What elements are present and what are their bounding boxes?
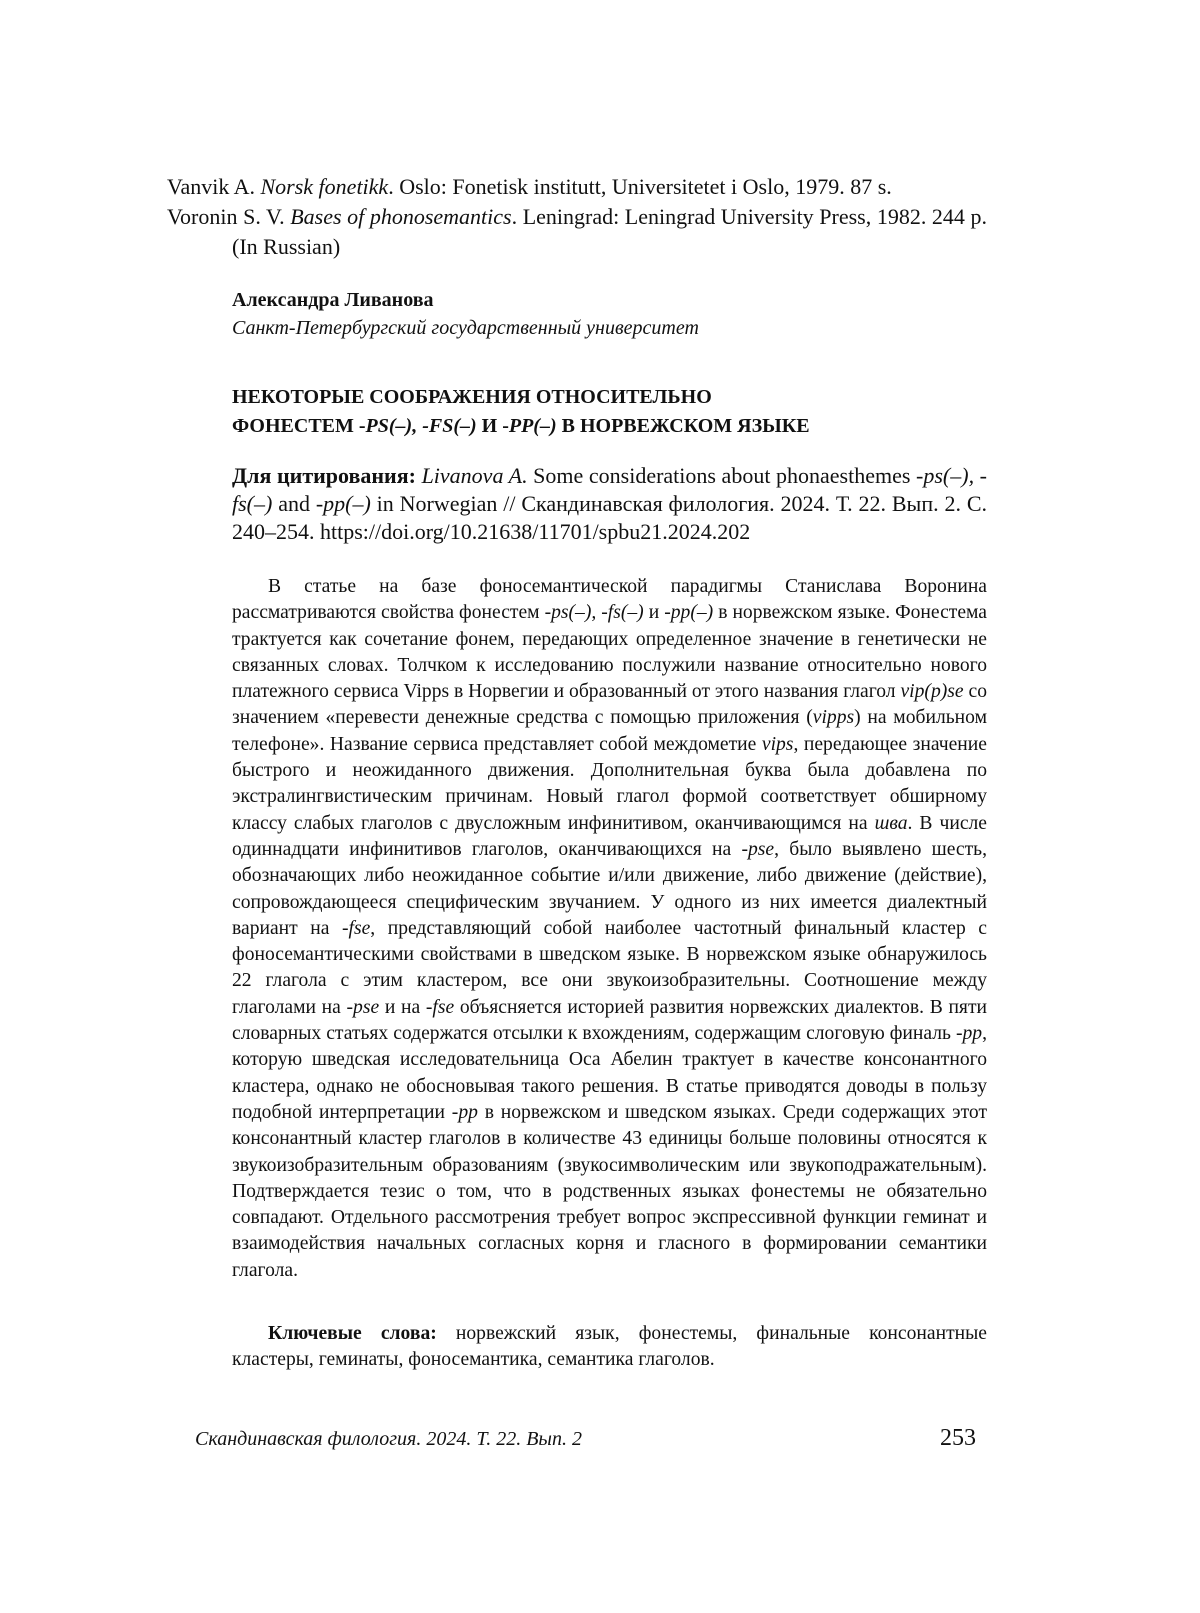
abstract-term: -pse [741,838,775,860]
reference-authors: Vanvik A. [167,174,255,199]
citation-phonaestheme: -ps(–), -fs(–) [232,463,987,516]
abstract-term: -pse [346,996,380,1018]
title-phonaestheme: PS(–), -FS(–) [365,415,477,437]
citation-text: and [272,491,316,516]
abstract-term: vip(p)se [900,681,964,703]
reference-title: Norsk fonetikk [260,174,389,199]
footer-journal: Скандинавская филология. 2024. Т. 22. Вып. 2 [195,1428,582,1450]
abstract-text: . В числе одиннадцати инфинитивов глаголов, оканчивающихся на [232,812,987,860]
reference-item [167,202,987,262]
citation-phonaestheme: -pp(–) [315,491,371,516]
title-line-1: НЕКОТОРЫЕ СООБРАЖЕНИЯ ОТНОСИТЕЛЬНО [232,386,712,408]
citation-author: Livanova A. [421,463,528,488]
abstract-term: шва [874,812,908,834]
title-text: ФОНЕСТЕМ - [232,415,366,437]
abstract-text: в норвежском языке. Фонестема трактуется как сочетание фонем, передающих определенное значение в генетически не связанных словах. Толчком к исследованию послужили название относительно нового платежного сервиса Vipps в Норвегии и образованный от этого названия глагол [232,602,987,703]
page-number: 253 [940,1425,976,1451]
abstract-term: -fse [425,996,455,1018]
author-name: Александра Ливанова [232,289,434,311]
abstract-text: со значением «перевести денежные средства с помощью приложения ( [232,681,987,729]
references-list [167,172,987,262]
abstract-text: в норвежском и шведском языках. Среди содержащих этот консонантный кластер глаголов в количестве 43 единицы больше половины относятся к звукоизобразительным образованиям (звукосимволическим или звукоподражательным). Подтверждается тезис о том, что в родственных языках фонестемы не обязательно совпадают. Отдельного рассмотрения требует вопрос экспрессивной функции геминат и взаимодействия начальных согласных корня и гласного в формировании семантики глагола. [232,1101,988,1281]
reference-details: . Leningrad: Leningrad University Press, 1982. 244 p. (In Russian) [232,204,988,259]
reference-title: Bases of phonosemantics [290,204,512,229]
abstract-text: , представляющий собой наиболее частотный финальный кластер с фоносемантическими свойствами в шведском языке. В норвежском языке обнаружилось 22 глагола с этим кластером, все они звукоизобразительны. Соотношение между глаголами на [232,917,988,1018]
citation-label: Для цитирования: [232,463,416,488]
keywords-label: Ключевые слова: [268,1323,437,1344]
reference-authors: Voronin S. V. [167,204,285,229]
abstract-text: и [643,602,665,624]
reference-details: . Oslo: Fonetisk institutt, Universitetet i Oslo, 1979. 87 s. [388,174,892,199]
abstract-text: , было выявлено шесть, обозначающих либо неожиданное событие и/или движение, либо движение (действие), сопровождающееся специфическим звучанием. У одного из них имеется диалектный вариант на [232,838,987,939]
abstract-text: В статье на базе фоносемантической парадигмы Станислава Воронина рассматриваются свойства фонестем [232,576,987,624]
title-text: И - [476,415,509,437]
citation-text: Some considerations about phonaesthemes [527,463,917,488]
author-affiliation: Санкт-Петербургский государственный университет [232,317,699,339]
abstract-term: -ps(–), -fs(–) [544,602,644,624]
reference-item [167,172,987,202]
abstract-term: vipps [812,707,855,729]
abstract [232,574,987,1284]
author-block [232,286,992,342]
title-text: В НОРВЕЖСКОМ ЯЗЫКЕ [556,415,810,437]
abstract-text: , которую шведская исследовательница Оса Абелин трактует в качестве консонантного кластера, однако не обосновывая такого решения. В статье приводятся доводы в пользу подобной интерпретации [232,1023,987,1123]
title-phonaestheme: PP(–) [508,415,557,437]
abstract-text: объясняется историей развития норвежских диалектов. В пяти словарных статьях содержатся отсылки к вхождениям, содержащим слоговую финаль [232,996,987,1045]
citation-block [232,462,987,546]
abstract-term: -fse [341,917,371,939]
abstract-text: , передающее значение быстрого и неожиданного движения. Дополнительная буква была добавлена по экстралингвистическим причинам. Новый глагол формой соответствует обширному классу слабых глаголов с двусложным инфинитивом, оканчивающимся на [232,733,987,834]
abstract-text: ) на мобильном телефоне». Название сервиса представляет собой междометие [232,707,987,755]
citation-text: in Norwegian // Скандинавская филология. 2024. Т. 22. Вып. 2. С. 240–254. https://doi.org/10.21638/11701/spbu21.2024.202 [232,491,987,544]
article-title [232,383,992,441]
abstract-text: и на [379,996,426,1018]
abstract-term: vips [761,733,794,755]
abstract-term: -pp [955,1023,983,1045]
abstract-term: -pp [451,1101,478,1123]
keywords-text: норвежский язык, фонестемы, финальные консонантные кластеры, геминаты, фоносемантика, семантика глаголов. [232,1323,987,1371]
abstract-term: -pp(–) [664,602,714,624]
keywords [232,1321,987,1374]
